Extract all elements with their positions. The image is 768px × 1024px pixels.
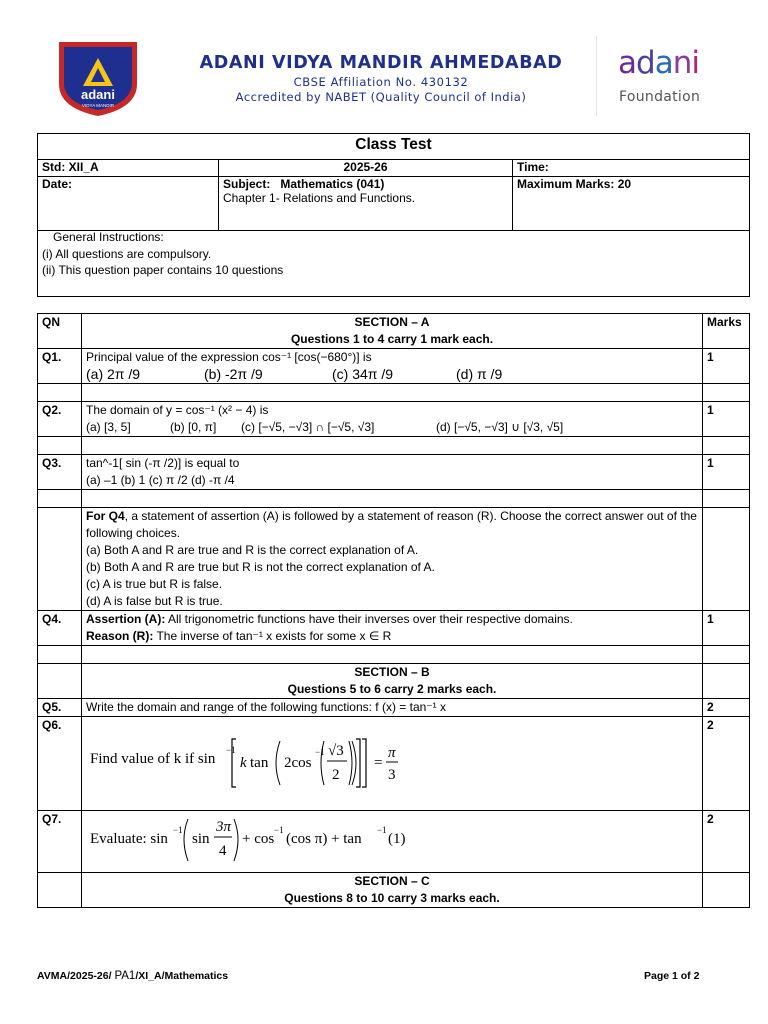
question-text: Principal value of the expression cos⁻¹ [cos(−680°)] is (a) 2π /9 (b) -2π /9 (c) 34π /9 (d) π /9 [82, 349, 703, 384]
question-row [38, 349, 750, 384]
question-row [38, 699, 750, 717]
svg-text:π: π [388, 745, 396, 761]
svg-text:3: 3 [388, 767, 396, 783]
svg-text:k: k [240, 755, 247, 771]
svg-text:=: = [374, 755, 383, 771]
svg-text:−1: −1 [315, 747, 325, 757]
date: Date: [38, 177, 219, 231]
assertion-reason-instructions: For Q4, a statement of assertion (A) is followed by a statement of reason (R). Choose the correct answer out of the following choices. (a) Both A and R are true and R is the correct explanation of A. (b) Both A and R are true but R is not the correct explanation of A. (c) A is true but R is false. (d) A is false but R is true. [38, 508, 750, 611]
svg-text:(1): (1) [388, 831, 406, 847]
svg-text:4: 4 [219, 843, 227, 859]
question-number: Q3. [38, 455, 82, 490]
question-marks: 1 [703, 349, 750, 384]
question-row [38, 811, 750, 873]
question-number: Q4. [38, 611, 82, 646]
question-formula [82, 717, 703, 811]
svg-text:(cos π) + tan: (cos π) + tan [286, 831, 362, 847]
question-marks: 2 [703, 699, 750, 717]
section-c-heading: SECTION – C Questions 8 to 10 carry 3 marks each. [82, 873, 703, 908]
std: Std: XII_A [38, 160, 219, 177]
question-marks: 1 [703, 402, 750, 437]
svg-text:2cos: 2cos [284, 755, 312, 771]
test-info-table [37, 133, 750, 231]
question-marks: 2 [703, 811, 750, 873]
question-number: Q7. [38, 811, 82, 873]
svg-text:−1: −1 [173, 825, 183, 835]
questions-table [37, 313, 750, 908]
svg-text:Evaluate: sin: Evaluate: sin [90, 831, 168, 847]
instructions-heading: General Instructions: [53, 230, 164, 244]
svg-text:sin: sin [192, 831, 210, 847]
academic-year: 2025-26 [219, 160, 513, 177]
col-qn: QN [38, 314, 82, 349]
question-row [38, 717, 750, 811]
chapter: Chapter 1- Relations and Functions. [223, 191, 416, 205]
school-name: ADANI VIDYA MANDIR AHMEDABAD [199, 53, 563, 73]
instruction-item: (i) All questions are compulsory. [42, 247, 212, 261]
question-row [38, 611, 750, 646]
question-number: Q2. [38, 402, 82, 437]
col-marks: Marks [703, 314, 750, 349]
section-a-heading: SECTION – A Questions 1 to 4 carry 1 mark each. [82, 314, 703, 349]
page-number: Page 1 of 2 [644, 970, 700, 982]
school-logo [55, 38, 141, 118]
question-row [38, 402, 750, 437]
q7-formula [86, 811, 686, 867]
svg-text:−1: −1 [377, 825, 387, 835]
time: Time: [513, 160, 750, 177]
question-text: The domain of y = cos⁻¹ (x² − 4) is (a) [3, 5] (b) [0, π] (c) [−√5, −√3] ∩ [−√5, √3] (d) [−√5, −√3] ∪ [√3, √5] [82, 402, 703, 437]
svg-text:Find value of k if sin: Find value of k if sin [90, 751, 216, 767]
svg-text:2: 2 [332, 767, 340, 783]
svg-text:√3: √3 [328, 743, 344, 759]
question-number: Q5. [38, 699, 82, 717]
adani-foundation: Foundation [619, 89, 701, 105]
question-row [38, 455, 750, 490]
header-divider [596, 36, 597, 116]
question-formula [82, 811, 703, 873]
max-marks: Maximum Marks: 20 [513, 177, 750, 231]
question-text: Write the domain and range of the following functions: f (x) = tan⁻¹ x [82, 699, 703, 717]
question-text: Assertion (A): All trigonometric functions have their inverses over their respective domains. Reason (R): The inverse of tan⁻¹ x exists for some x ∈ R [82, 611, 703, 646]
question-marks: 1 [703, 611, 750, 646]
adani-brand: adani [618, 45, 699, 81]
question-marks: 2 [703, 717, 750, 811]
question-text: tan^-1[ sin (-π /2)] is equal to (a) –1 (b) 1 (c) π /2 (d) -π /4 [82, 455, 703, 490]
svg-text:−1: −1 [226, 745, 236, 755]
general-instructions [37, 230, 750, 297]
question-number: Q1. [38, 349, 82, 384]
page-header [0, 0, 768, 125]
section-b-heading: SECTION – B Questions 5 to 6 carry 2 marks each. [82, 664, 703, 699]
question-number: Q6. [38, 717, 82, 811]
svg-text:+ cos: + cos [242, 831, 275, 847]
instruction-item: (ii) This question paper contains 10 questions [42, 263, 284, 277]
footer-code: AVMA/2025-26/ PA1/XI_A/Mathematics [37, 970, 229, 982]
accreditation: Accredited by NABET (Quality Council of India) [235, 90, 527, 104]
svg-text:−1: −1 [274, 825, 284, 835]
q6-formula [86, 717, 686, 805]
question-marks: 1 [703, 455, 750, 490]
svg-text:tan: tan [250, 755, 269, 771]
logo-text: adani [81, 87, 115, 102]
subject-cell: Subject: Mathematics (041) Chapter 1- Relations and Functions. [219, 177, 513, 231]
svg-text:3π: 3π [216, 819, 232, 835]
affiliation: CBSE Affiliation No. 430132 [293, 75, 469, 89]
logo-subtext: VIDYA MANDIR [82, 103, 114, 108]
test-title: Class Test [38, 134, 750, 160]
